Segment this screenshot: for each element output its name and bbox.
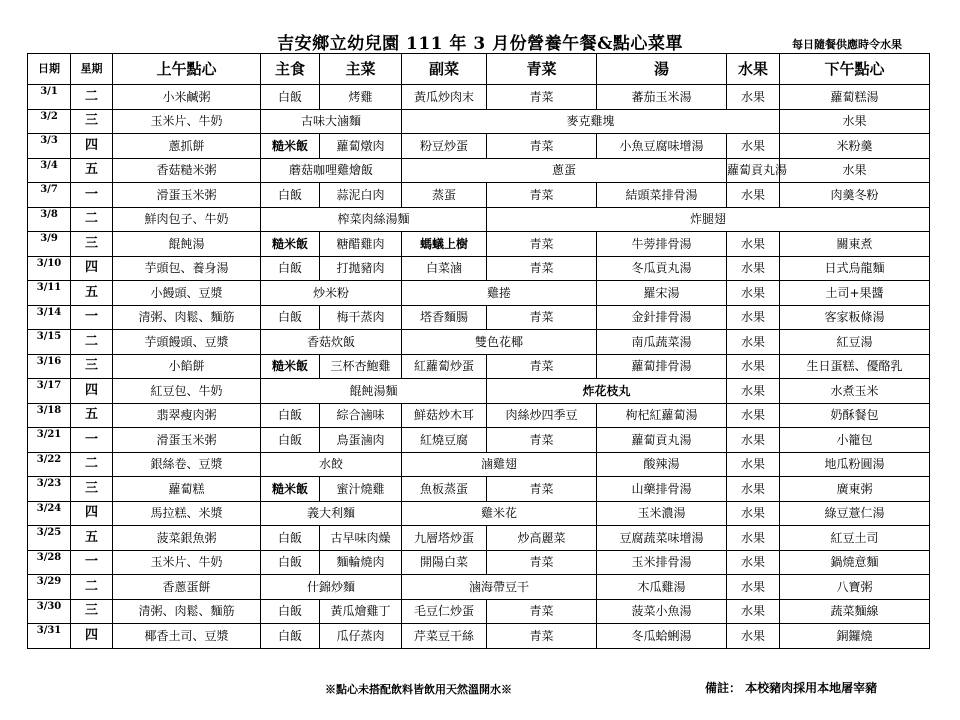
menu-cell: 蘿蔔糕 [113,477,261,502]
menu-cell: 紅燒豆腐 [402,428,487,453]
menu-cell: 香菇炊飯 [261,330,402,355]
menu-cell: 九層塔炒蛋 [402,526,487,551]
menu-row [28,109,930,134]
weekday-cell: 一 [71,428,113,453]
menu-row [28,501,930,526]
menu-cell: 糙米飯 [261,354,320,379]
menu-cell: 蘿蔔排骨湯 [597,354,727,379]
menu-cell: 芋頭饅頭、豆漿 [113,330,261,355]
date-cell: 3/21 [28,428,71,453]
header-staple: 主食 [261,54,320,85]
menu-cell: 水果 [727,599,780,624]
menu-cell: 塔香麵腸 [402,305,487,330]
menu-cell: 水果 [727,183,780,208]
menu-cell: 水果 [727,134,780,159]
header-date: 日期 [28,54,71,85]
menu-row [28,477,930,502]
menu-cell: 青菜 [487,477,597,502]
menu-cell: 滑蛋玉米粥 [113,428,261,453]
menu-cell: 紅豆土司 [780,526,930,551]
menu-cell: 菠菜銀魚粥 [113,526,261,551]
menu-cell: 水果 [727,305,780,330]
page-title: 吉安鄉立幼兒園 111 年 3 月份營養午餐&點心菜單 [277,34,683,54]
menu-cell: 水果 [727,575,780,600]
menu-cell: 鮮肉包子、牛奶 [113,207,261,232]
menu-cell: 蘑菇咖哩雞燴飯 [261,158,402,183]
menu-cell: 牛蒡排骨湯 [597,232,727,257]
menu-cell: 水果 [727,428,780,453]
menu-cell: 南瓜蔬菜湯 [597,330,727,355]
header-vegetable: 青菜 [487,54,597,85]
menu-row [28,526,930,551]
menu-cell: 水果 [727,281,780,306]
menu-cell: 銀絲卷、豆漿 [113,452,261,477]
menu-cell: 椰香土司、豆漿 [113,624,261,649]
weekday-cell: 二 [71,85,113,110]
weekday-cell: 一 [71,183,113,208]
menu-cell: 開陽白菜 [402,550,487,575]
weekday-cell: 一 [71,305,113,330]
menu-cell: 玉米片、牛奶 [113,550,261,575]
menu-row [28,575,930,600]
menu-cell: 水果 [780,158,930,183]
menu-cell: 玉米排骨湯 [597,550,727,575]
menu-row [28,452,930,477]
menu-cell: 青菜 [487,305,597,330]
weekday-cell: 二 [71,575,113,600]
menu-cell: 小餡餅 [113,354,261,379]
date-cell: 3/3 [28,134,71,159]
menu-cell: 白飯 [261,624,320,649]
menu-cell: 青菜 [487,183,597,208]
menu-cell: 水果 [727,550,780,575]
menu-cell: 紅豆湯 [780,330,930,355]
menu-cell: 餛飩湯麵 [261,379,487,404]
menu-cell: 白飯 [261,550,320,575]
menu-cell: 鍋燒意麵 [780,550,930,575]
date-cell: 3/4 [28,158,71,183]
menu-row [28,85,930,110]
header-row [28,54,930,85]
menu-row [28,330,930,355]
menu-cell: 金針排骨湯 [597,305,727,330]
menu-cell: 麥克雞塊 [402,109,780,134]
menu-row [28,379,930,404]
menu-cell: 生日蛋糕、優酪乳 [780,354,930,379]
menu-cell: 瓜仔蒸肉 [320,624,402,649]
menu-cell: 水果 [727,379,780,404]
menu-row [28,550,930,575]
menu-cell: 蔥蛋 [402,158,727,183]
menu-cell: 雞捲 [402,281,597,306]
menu-cell: 糙米飯 [261,477,320,502]
fruit-note: 每日隨餐供應時令水果 [792,38,902,51]
menu-cell: 毛豆仁炒蛋 [402,599,487,624]
header-afternoon-snack: 下午點心 [780,54,930,85]
date-cell: 3/24 [28,501,71,526]
menu-row [28,354,930,379]
menu-cell: 奶酥餐包 [780,403,930,428]
menu-cell: 玉米濃湯 [597,501,727,526]
menu-cell: 三杯杏鮑雞 [320,354,402,379]
weekday-cell: 三 [71,477,113,502]
menu-cell: 糙米飯 [261,134,320,159]
date-cell: 3/1 [28,85,71,110]
menu-cell: 水果 [727,256,780,281]
menu-cell: 白飯 [261,85,320,110]
menu-cell: 翡翠瘦肉粥 [113,403,261,428]
menu-cell: 蒜泥白肉 [320,183,402,208]
menu-cell: 菠菜小魚湯 [597,599,727,624]
menu-cell: 結頭菜排骨湯 [597,183,727,208]
menu-cell: 麵輪燒肉 [320,550,402,575]
menu-cell: 水果 [727,403,780,428]
menu-cell: 山藥排骨湯 [597,477,727,502]
menu-cell: 馬拉糕、米漿 [113,501,261,526]
pork-note: 備註： 本校豬肉採用本地屠宰豬 [705,681,878,695]
menu-cell: 水果 [727,526,780,551]
menu-cell: 水果 [727,232,780,257]
menu-cell: 青菜 [487,85,597,110]
menu-cell: 白飯 [261,428,320,453]
date-cell: 3/18 [28,403,71,428]
menu-cell: 白菜滷 [402,256,487,281]
menu-row [28,281,930,306]
menu-cell: 芹菜豆干絲 [402,624,487,649]
header-soup: 湯 [597,54,727,85]
menu-cell: 青菜 [487,550,597,575]
menu-cell: 綜合滷味 [320,403,402,428]
menu-row [28,207,930,232]
menu-row [28,624,930,649]
date-cell: 3/17 [28,379,71,404]
menu-cell: 雙色花椰 [402,330,597,355]
menu-cell: 炸腿翅 [487,207,930,232]
weekday-cell: 五 [71,403,113,428]
menu-cell: 紅蘿蔔炒蛋 [402,354,487,379]
menu-cell: 清粥、肉鬆、麵筋 [113,599,261,624]
menu-cell: 土司+果醬 [780,281,930,306]
weekday-cell: 四 [71,256,113,281]
weekday-cell: 二 [71,452,113,477]
menu-row [28,305,930,330]
menu-cell: 榨菜肉絲湯麵 [261,207,487,232]
menu-cell: 玉米片、牛奶 [113,109,261,134]
menu-cell: 白飯 [261,599,320,624]
weekday-cell: 三 [71,599,113,624]
menu-cell: 蘿蔔貢丸湯 [597,428,727,453]
weekday-cell: 一 [71,550,113,575]
weekday-cell: 四 [71,379,113,404]
menu-cell: 羅宋湯 [597,281,727,306]
menu-cell: 冬瓜蛤蜊湯 [597,624,727,649]
menu-row [28,428,930,453]
menu-cell: 香蔥蛋餅 [113,575,261,600]
menu-cell: 黃瓜燴雞丁 [320,599,402,624]
menu-cell: 白飯 [261,305,320,330]
menu-cell: 蕃茄玉米湯 [597,85,727,110]
menu-row [28,158,930,183]
menu-cell: 粉豆炒蛋 [402,134,487,159]
menu-cell: 蔥抓餅 [113,134,261,159]
menu-cell: 地瓜粉圓湯 [780,452,930,477]
menu-cell: 青菜 [487,134,597,159]
menu-table [27,53,930,649]
menu-cell: 青菜 [487,232,597,257]
weekday-cell: 四 [71,134,113,159]
menu-cell: 小籠包 [780,428,930,453]
menu-cell: 芋頭包、養身湯 [113,256,261,281]
menu-cell: 水果 [727,624,780,649]
menu-cell: 水果 [727,477,780,502]
menu-cell: 雞米花 [402,501,597,526]
menu-cell: 冬瓜貢丸湯 [597,256,727,281]
menu-row [28,134,930,159]
menu-cell: 水果 [780,109,930,134]
date-cell: 3/16 [28,354,71,379]
menu-cell: 小饅頭、豆漿 [113,281,261,306]
menu-row [28,256,930,281]
menu-cell: 日式烏龍麵 [780,256,930,281]
menu-cell: 蘿蔔糕湯 [780,85,930,110]
menu-cell: 糖醋雞肉 [320,232,402,257]
menu-cell: 銅鑼燒 [780,624,930,649]
menu-cell: 小魚豆腐味增湯 [597,134,727,159]
menu-cell: 肉絲炒四季豆 [487,403,597,428]
menu-cell: 水果 [727,501,780,526]
header-side-dish: 副菜 [402,54,487,85]
menu-cell: 義大利麵 [261,501,402,526]
date-cell: 3/7 [28,183,71,208]
menu-cell: 綠豆薏仁湯 [780,501,930,526]
menu-cell: 什錦炒麵 [261,575,402,600]
menu-cell: 蔬菜麵線 [780,599,930,624]
date-cell: 3/31 [28,624,71,649]
date-cell: 3/28 [28,550,71,575]
date-cell: 3/25 [28,526,71,551]
menu-cell: 水餃 [261,452,402,477]
menu-cell: 豆腐蔬菜味增湯 [597,526,727,551]
menu-cell: 白飯 [261,526,320,551]
date-cell: 3/23 [28,477,71,502]
menu-cell: 白飯 [261,256,320,281]
menu-cell: 蘿蔔燉肉 [320,134,402,159]
menu-row [28,232,930,257]
weekday-cell: 五 [71,281,113,306]
date-cell: 3/22 [28,452,71,477]
menu-cell: 水果 [727,354,780,379]
menu-cell: 廣東粥 [780,477,930,502]
menu-cell: 青菜 [487,599,597,624]
menu-cell: 青菜 [487,624,597,649]
header-main-dish: 主菜 [320,54,402,85]
date-cell: 3/8 [28,207,71,232]
menu-cell: 清粥、肉鬆、麵筋 [113,305,261,330]
menu-cell: 水果 [727,452,780,477]
date-cell: 3/2 [28,109,71,134]
date-cell: 3/29 [28,575,71,600]
weekday-cell: 三 [71,232,113,257]
menu-cell: 螞蟻上樹 [402,232,487,257]
menu-cell: 酸辣湯 [597,452,727,477]
menu-row [28,599,930,624]
menu-cell: 炸花枝丸 [487,379,727,404]
menu-cell: 蒸蛋 [402,183,487,208]
menu-cell: 關東煮 [780,232,930,257]
menu-cell: 滑蛋玉米粥 [113,183,261,208]
menu-cell: 米粉羹 [780,134,930,159]
menu-cell: 黃瓜炒肉末 [402,85,487,110]
menu-cell: 古味大滷麵 [261,109,402,134]
weekday-cell: 五 [71,526,113,551]
menu-cell: 烤雞 [320,85,402,110]
menu-cell: 水果 [727,330,780,355]
menu-cell: 魚板蒸蛋 [402,477,487,502]
header-fruit: 水果 [727,54,780,85]
weekday-cell: 四 [71,624,113,649]
menu-cell: 水煮玉米 [780,379,930,404]
menu-cell: 打拋豬肉 [320,256,402,281]
menu-cell: 枸杞紅蘿蔔湯 [597,403,727,428]
menu-cell: 炒米粉 [261,281,402,306]
date-cell: 3/30 [28,599,71,624]
header-morning-snack: 上午點心 [113,54,261,85]
menu-cell: 青菜 [487,354,597,379]
menu-cell: 餛飩湯 [113,232,261,257]
menu-cell: 香菇糙米粥 [113,158,261,183]
date-cell: 3/9 [28,232,71,257]
weekday-cell: 二 [71,207,113,232]
menu-cell: 客家粄條湯 [780,305,930,330]
menu-row [28,183,930,208]
weekday-cell: 二 [71,330,113,355]
menu-cell: 蜜汁燒雞 [320,477,402,502]
menu-cell: 滷海帶豆干 [402,575,597,600]
menu-cell: 蘿蔔貢丸湯 [727,158,780,183]
menu-cell: 滷雞翅 [402,452,597,477]
menu-cell: 白飯 [261,403,320,428]
weekday-cell: 四 [71,501,113,526]
menu-cell: 木瓜雞湯 [597,575,727,600]
menu-cell: 小米鹹粥 [113,85,261,110]
date-cell: 3/10 [28,256,71,281]
weekday-cell: 五 [71,158,113,183]
date-cell: 3/14 [28,305,71,330]
menu-cell: 青菜 [487,256,597,281]
menu-cell: 紅豆包、牛奶 [113,379,261,404]
menu-cell: 古早味肉燥 [320,526,402,551]
drink-note: ※點心未搭配飲料皆飲用天然溫開水※ [325,683,512,696]
menu-cell: 青菜 [487,428,597,453]
menu-cell: 白飯 [261,183,320,208]
menu-row [28,403,930,428]
menu-cell: 鳥蛋滷肉 [320,428,402,453]
menu-cell: 肉羹冬粉 [780,183,930,208]
menu-cell: 水果 [727,85,780,110]
menu-cell: 梅干蒸肉 [320,305,402,330]
menu-cell: 鮮菇炒木耳 [402,403,487,428]
date-cell: 3/11 [28,281,71,306]
menu-cell: 糙米飯 [261,232,320,257]
weekday-cell: 三 [71,109,113,134]
header-weekday: 星期 [71,54,113,85]
weekday-cell: 三 [71,354,113,379]
menu-cell: 八寶粥 [780,575,930,600]
menu-cell: 炒高麗菜 [487,526,597,551]
date-cell: 3/15 [28,330,71,355]
